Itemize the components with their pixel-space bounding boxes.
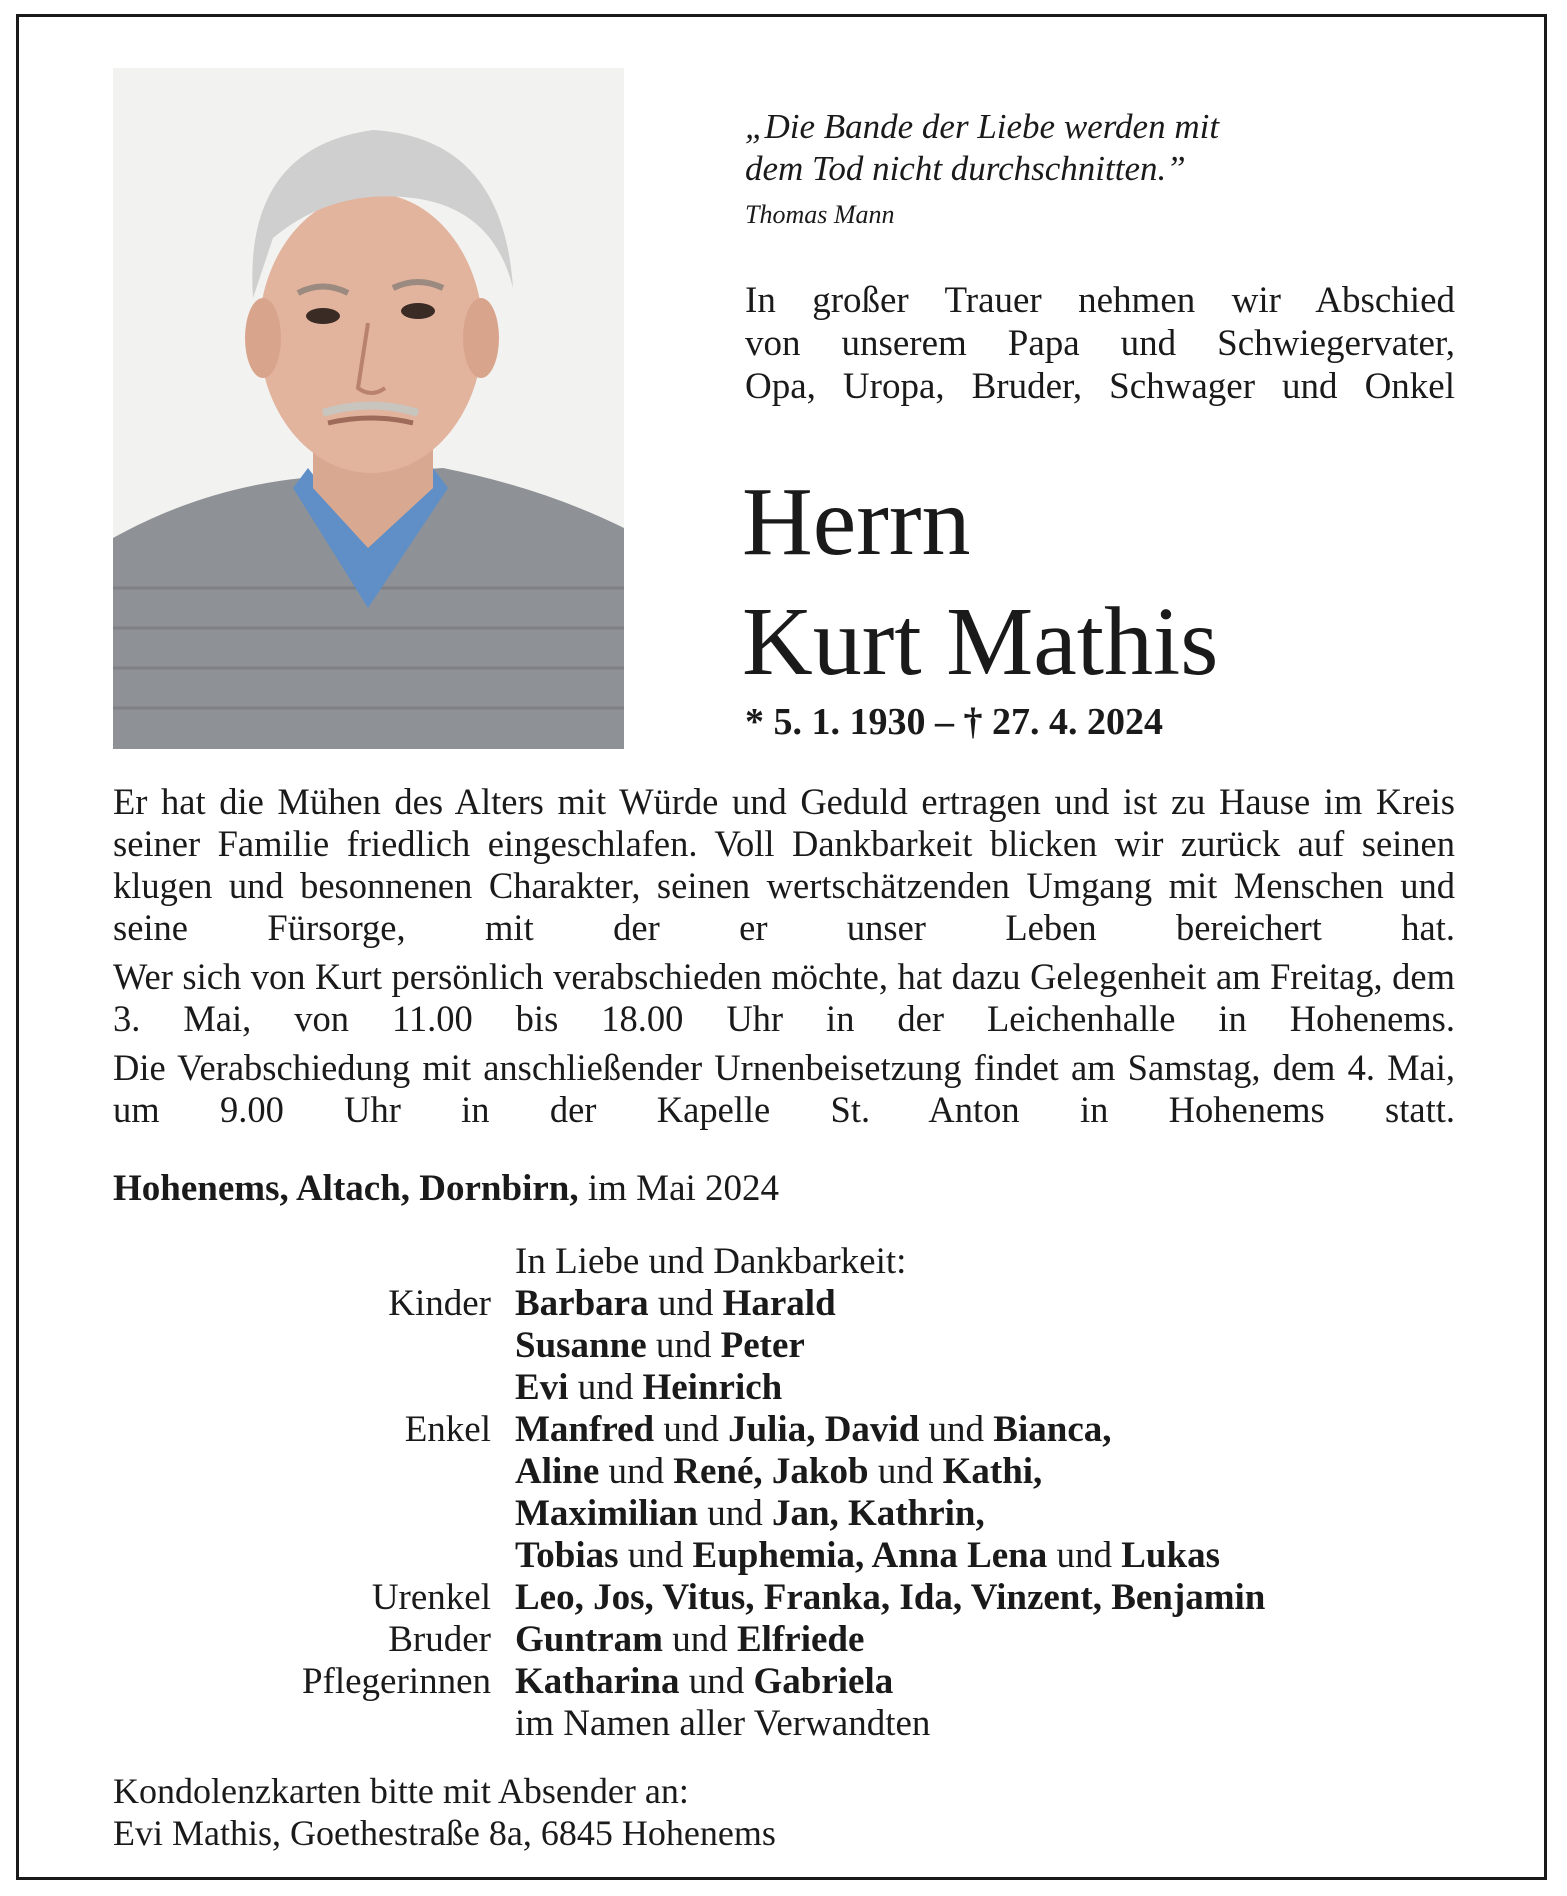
family-row xyxy=(113,1577,1473,1619)
place-date: im Mai 2024 xyxy=(578,1168,780,1209)
family-names: Evi und Heinrich xyxy=(515,1367,783,1408)
family-names: Maximilian und Jan, Kathrin, xyxy=(515,1493,985,1534)
family-row xyxy=(113,1619,1473,1661)
life-dates: * 5. 1. 1930 – † 27. 4. 2024 xyxy=(745,701,1163,743)
family-names: Katharina und Gabriela xyxy=(515,1661,894,1702)
family-row xyxy=(113,1535,1473,1577)
family-role xyxy=(113,1535,515,1577)
portrait-photo xyxy=(113,68,624,749)
family-closing: im Namen aller Verwandten xyxy=(515,1703,931,1744)
family-role: Bruder xyxy=(388,1619,491,1660)
quote-line-2: dem Tod nicht durchschnitten.” xyxy=(745,149,1186,188)
intro-line-3: Opa, Uropa, Bruder, Schwager und Onkel xyxy=(745,366,1455,407)
family-names: Guntram und Elfriede xyxy=(515,1619,865,1660)
intro-line-2: von unserem Papa und Schwiegervater, xyxy=(745,323,1455,364)
place-and-date xyxy=(113,1167,779,1210)
family-role: Urenkel xyxy=(371,1577,491,1618)
portrait-image xyxy=(113,68,624,749)
family-list xyxy=(113,1241,1473,1745)
salutation: Herrn xyxy=(742,468,971,576)
deceased-name: Kurt Mathis xyxy=(742,588,1219,696)
paragraph-2: Wer sich von Kurt persönlich verabschieden möchte, hat dazu Gelegenheit am Freitag, dem 3. Mai, von 11.00 bis 18.00 Uhr in der Leichenhalle in Hohenems. xyxy=(113,956,1455,1039)
quote-line-1: „Die Bande der Liebe werden mit xyxy=(745,107,1220,146)
family-role xyxy=(113,1451,515,1493)
deceased-name-block xyxy=(742,462,1218,702)
family-rows xyxy=(113,1283,1473,1703)
family-row xyxy=(113,1325,1473,1367)
quote-author: Thomas Mann xyxy=(745,200,895,229)
family-heading: In Liebe und Dankbarkeit: xyxy=(515,1241,907,1282)
family-names: Susanne und Peter xyxy=(515,1325,805,1366)
family-row xyxy=(113,1283,1473,1325)
family-role xyxy=(113,1493,515,1535)
footer-line-2: Evi Mathis, Goethestraße 8a, 6845 Hohenems xyxy=(113,1813,776,1853)
family-heading-row xyxy=(113,1241,1473,1283)
family-row xyxy=(113,1661,1473,1703)
family-names: Tobias und Euphemia, Anna Lena und Lukas xyxy=(515,1535,1220,1576)
family-row xyxy=(113,1367,1473,1409)
family-names: Leo, Jos, Vitus, Franka, Ida, Vinzent, Benjamin xyxy=(515,1577,1266,1618)
family-closing-row xyxy=(113,1703,1473,1745)
family-names: Manfred und Julia, David und Bianca, xyxy=(515,1409,1112,1450)
paragraph-3: Die Verabschiedung mit anschließender Urnenbeisetzung findet am Samstag, dem 4. Mai, um 9.00 Uhr in der Kapelle St. Anton in Hohenems statt. xyxy=(113,1047,1455,1130)
intro-text xyxy=(745,279,1455,408)
obituary-body xyxy=(113,781,1455,1138)
footer-line-1: Kondolenzkarten bitte mit Absender an: xyxy=(113,1771,689,1811)
family-role xyxy=(113,1325,515,1367)
family-role: Enkel xyxy=(404,1409,491,1450)
place-towns: Hohenems, Altach, Dornbirn, xyxy=(113,1168,579,1209)
family-role: Kinder xyxy=(388,1283,491,1324)
family-role: Pflegerinnen xyxy=(301,1661,491,1702)
paragraph-1: Er hat die Mühen des Alters mit Würde und Geduld ertragen und ist zu Hause im Kreis seiner Familie friedlich eingeschlafen. Voll Dankbarkeit blicken wir zurück auf seinen klugen und besonnenen Charakter, seinen wertschätzenden Umgang mit Menschen und seine Fürsorge, mit der er unser Leben bereichert hat. xyxy=(113,781,1455,948)
family-row xyxy=(113,1409,1473,1451)
intro-line-1: In großer Trauer nehmen wir Abschied xyxy=(745,280,1455,321)
family-names: Aline und René, Jakob und Kathi, xyxy=(515,1451,1043,1492)
family-row xyxy=(113,1493,1473,1535)
quote xyxy=(745,106,1475,190)
family-names: Barbara und Harald xyxy=(515,1283,836,1324)
family-role xyxy=(113,1367,515,1409)
condolence-address xyxy=(113,1770,776,1854)
family-row xyxy=(113,1451,1473,1493)
